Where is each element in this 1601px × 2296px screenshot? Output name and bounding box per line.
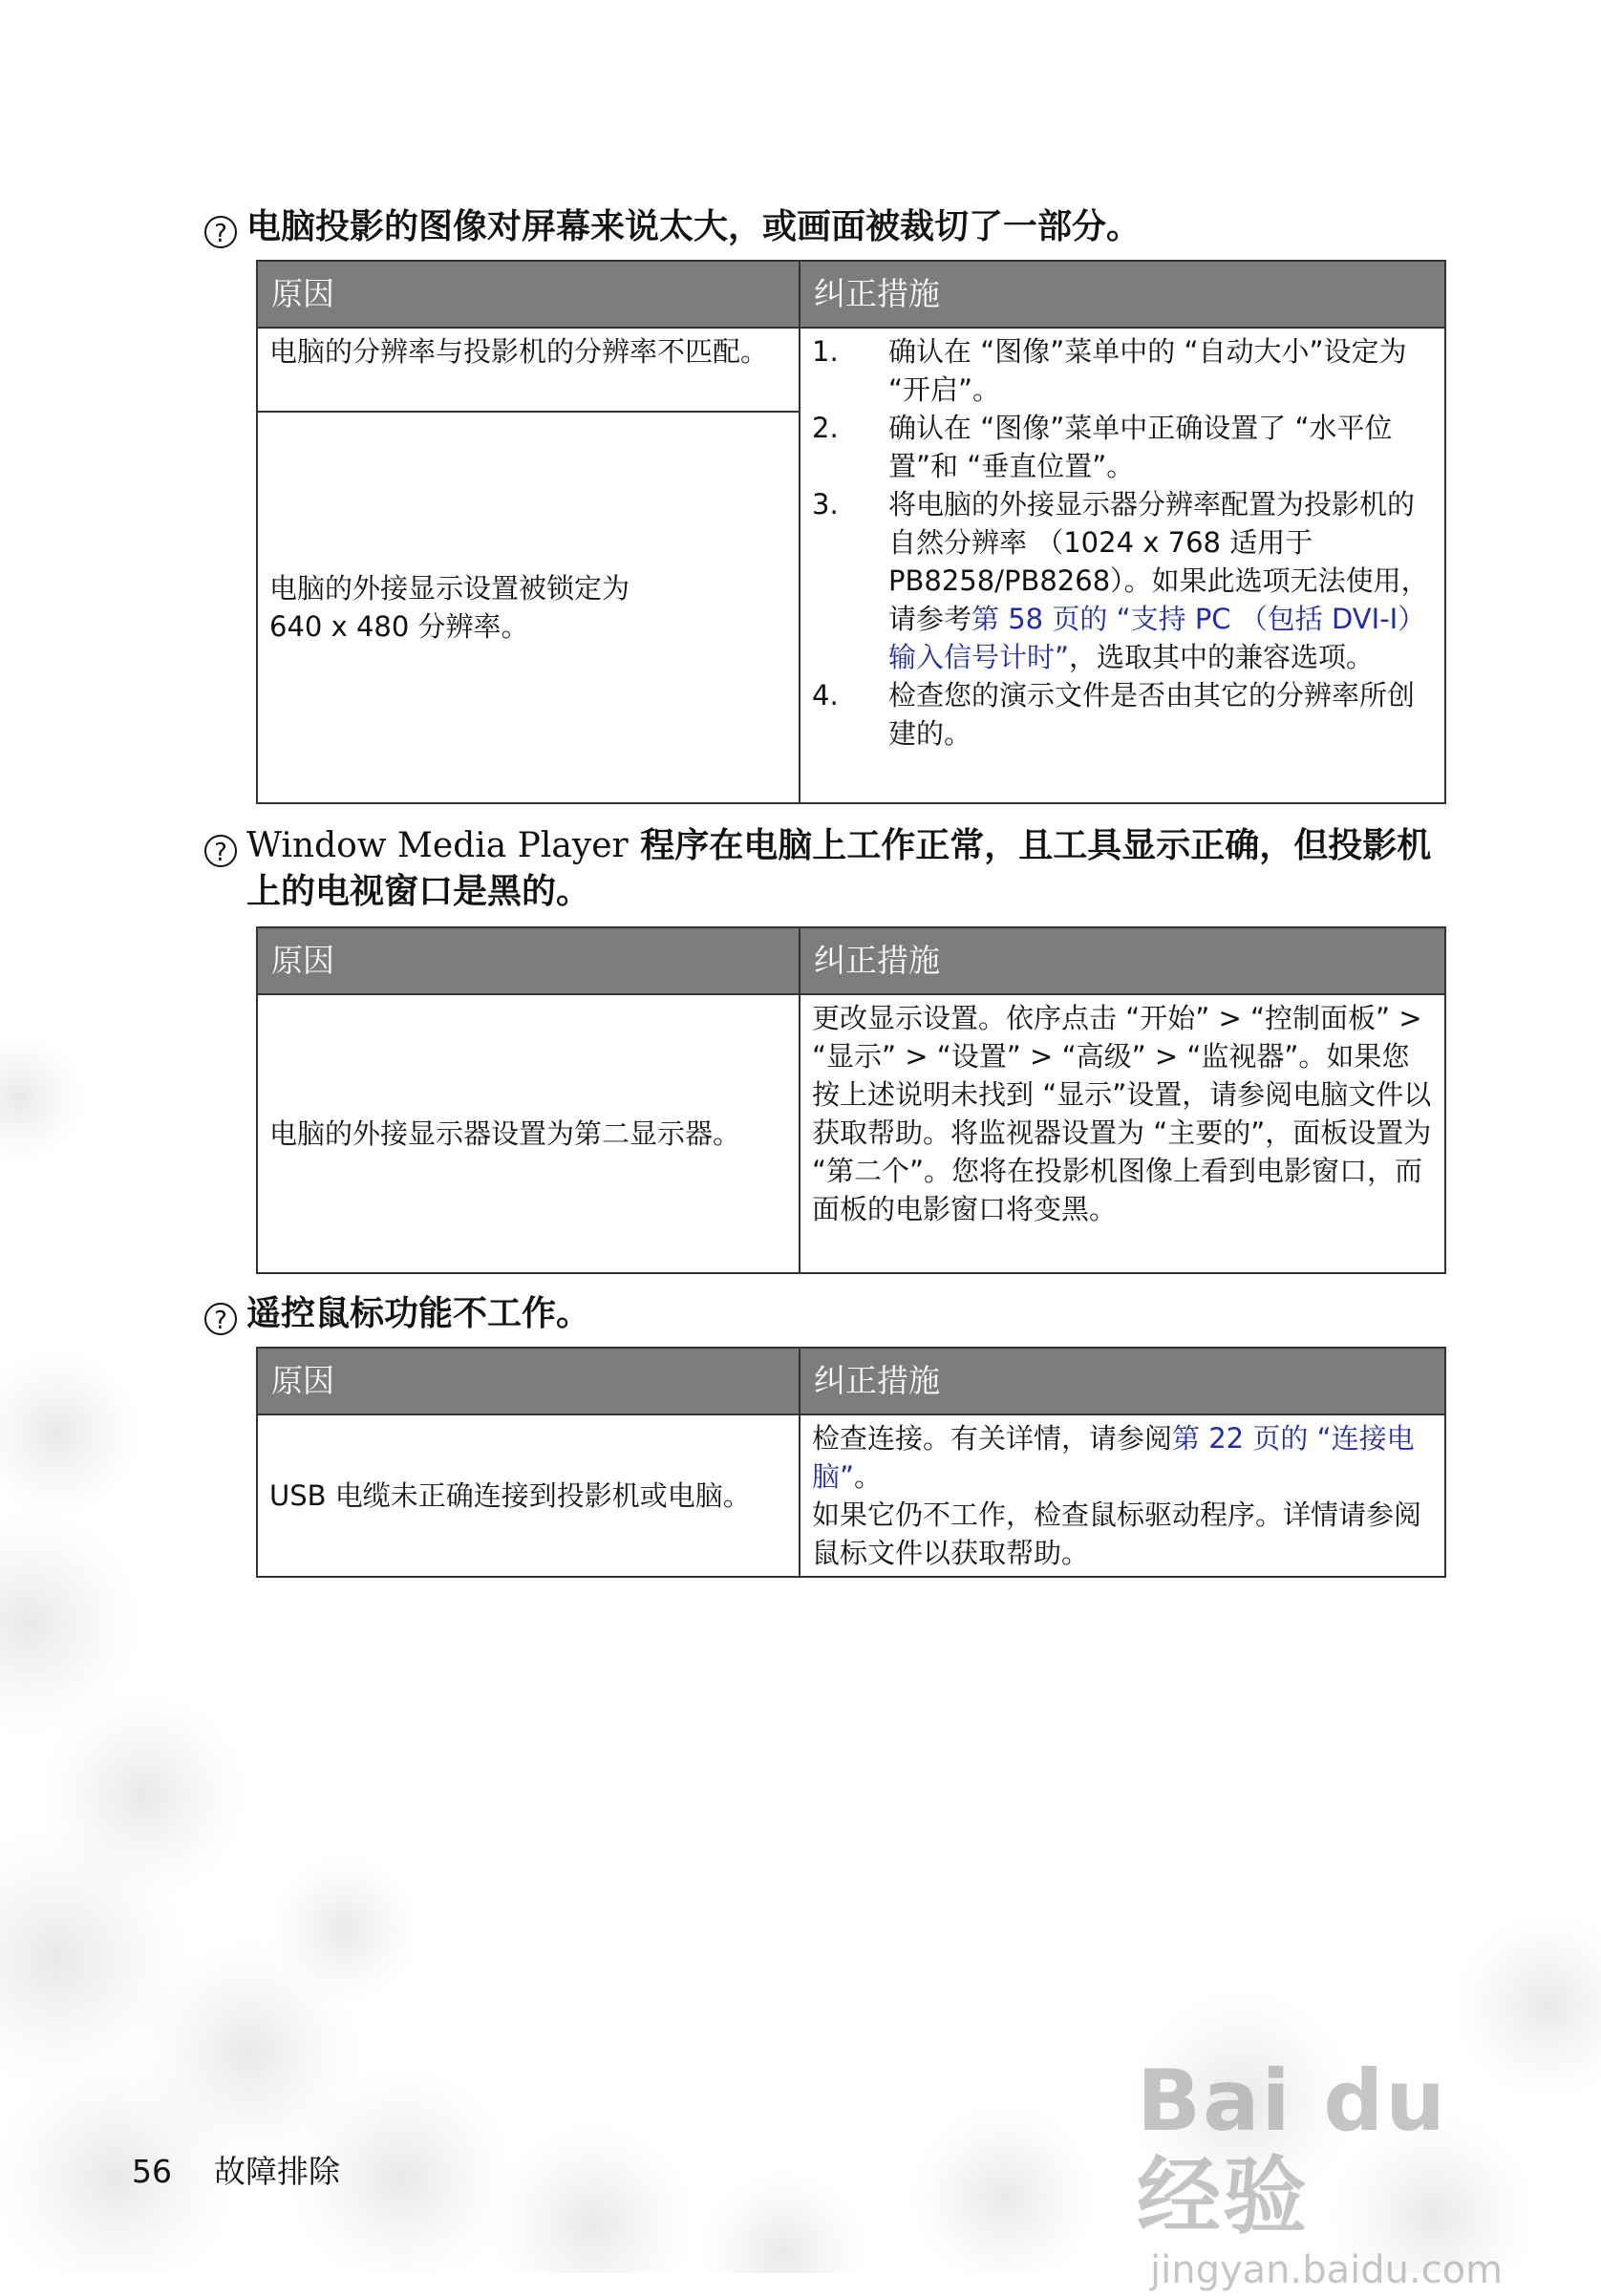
list-item: 1. 确认在 “图像”菜单中的 “自动大小”设定为 “开启”。: [812, 335, 1407, 406]
header-fix: 纠正措施: [800, 927, 1445, 994]
cause-cell: 电脑的外接显示设置被锁定为 640 x 480 分辨率。: [257, 412, 800, 803]
question-text: 电脑投影的图像对屏幕来说太大，或画面被裁切了一部分。: [246, 207, 1142, 246]
question-mark-icon: ?: [204, 216, 237, 248]
cross-reference-link[interactable]: 第 58 页的 “支持 PC （包括 DVI-I）输入信号计时”: [888, 603, 1426, 673]
list-item: 4. 检查您的演示文件是否由其它的分辨率所创建的。: [812, 679, 1416, 750]
header-cause: 原因: [257, 927, 800, 994]
cause-cell: USB 电缆未正确连接到投影机或电脑。: [257, 1414, 800, 1577]
header-cause: 原因: [257, 261, 800, 328]
question-mark-icon: ?: [204, 835, 237, 867]
baidu-watermark: [1137, 2052, 1538, 2292]
header-fix: 纠正措施: [800, 1348, 1445, 1414]
list-item: 2. 确认在 “图像”菜单中正确设置了 “水平位置”和 “垂直位置”。: [812, 412, 1393, 482]
chapter-name: 故障排除: [214, 2153, 340, 2190]
troubleshooting-table-1: [256, 260, 1446, 804]
fix-cell: 更改显示设置。依序点击 “开始” > “控制面板” > “显示” > “设置” > “高级” > “监视器”。如果您按上述说明未找到 “显示”设置，请参阅电脑文件以获取帮助。将监视器设置为 “主要的”，面板设置为 “第二个”。您将在投影机图像上看到电影窗口，而面板的电影窗口将变黑。: [800, 994, 1445, 1273]
fix-steps: [812, 332, 1433, 753]
troubleshooting-table-2: [256, 926, 1446, 1274]
header-fix: 纠正措施: [800, 261, 1445, 328]
cause-cell: 电脑的外接显示器设置为第二显示器。: [257, 994, 800, 1273]
list-item: 3. 将电脑的外接显示器分辨率配置为投影机的自然分辨率 （1024 x 768 适用于 PB8258/PB8268）。如果此选项无法使用，请参考第 58 页的 “支持 PC （包括 DVI-I）输入信号计时”，选取其中的兼容选项。: [812, 488, 1429, 673]
watermark-url: jingyan.baidu.com: [1150, 2248, 1504, 2292]
page-number: 56: [132, 2153, 172, 2190]
question-heading-3: ? 遥控鼠标功能不工作。: [204, 1291, 1446, 1337]
question-heading-2: ? Window Media Player 程序在电脑上工作正常，且工具显示正确，但投影机上的电视窗口是黑的。: [204, 823, 1446, 915]
watermark-logo: Bai du 经验: [1137, 2052, 1447, 2245]
troubleshooting-table-3: [256, 1347, 1446, 1578]
question-mark-icon: ?: [204, 1303, 237, 1335]
fix-cell: 检查连接。有关详情，请参阅第 22 页的 “连接电脑”。 如果它仍不工作，检查鼠标驱动程序。详情请参阅鼠标文件以获取帮助。: [800, 1414, 1445, 1577]
fix-cell: [800, 328, 1445, 803]
header-cause: 原因: [257, 1348, 800, 1414]
question-heading-1: [204, 204, 1446, 250]
cause-cell: 电脑的分辨率与投影机的分辨率不匹配。: [257, 328, 800, 412]
cross-reference-link[interactable]: 第 22 页的 “连接电脑”: [812, 1422, 1415, 1493]
page-footer: [132, 2147, 340, 2192]
